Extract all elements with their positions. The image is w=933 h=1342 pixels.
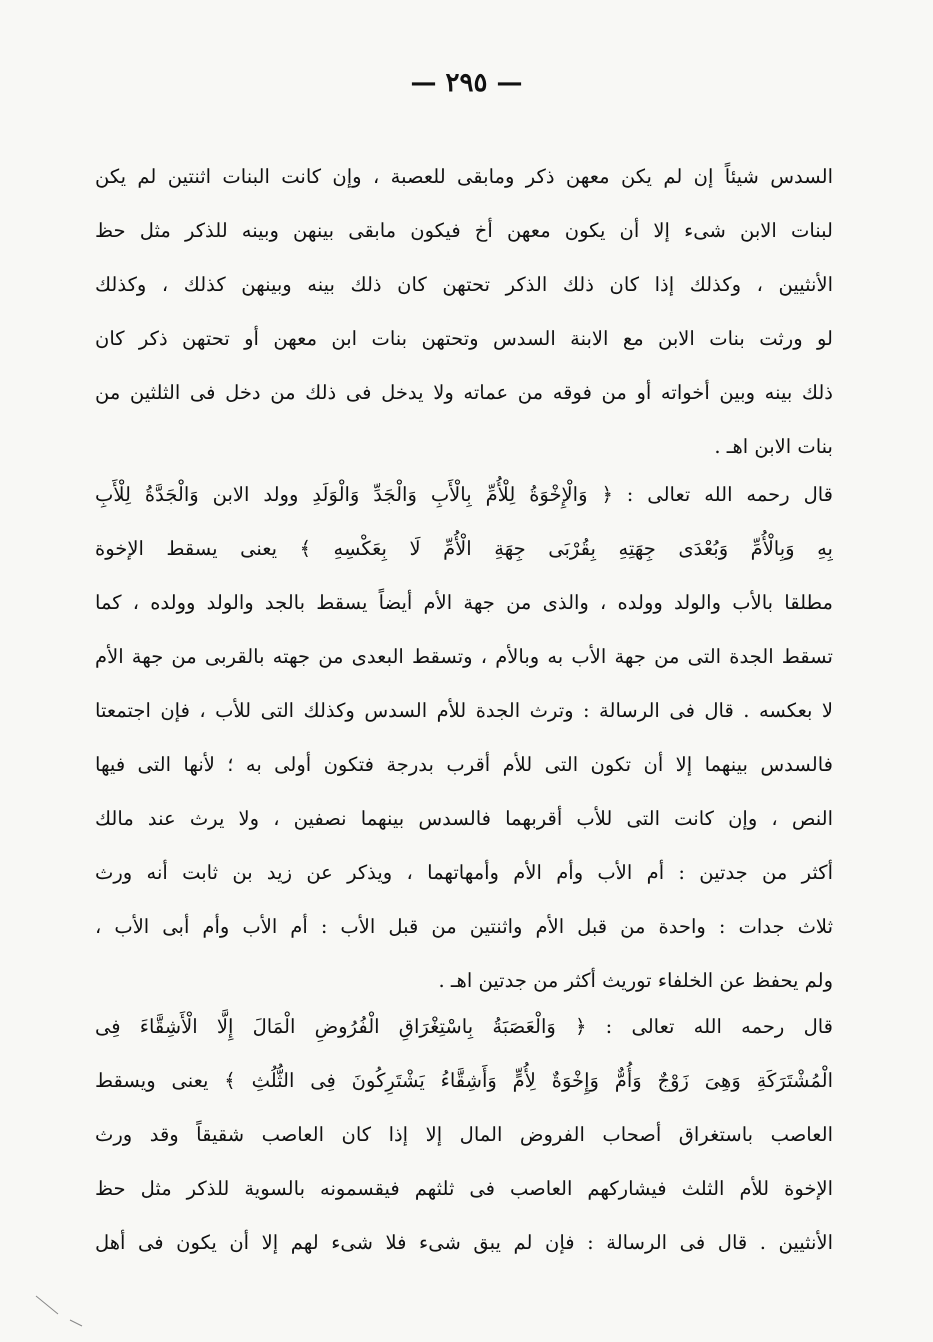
text-line: تسقط الجدة التى من جهة الأب به وبالأم ، وتسقط البعدى من جهته بالقربى من جهة الأم — [95, 645, 833, 668]
page-number: — ٢٩٥ — — [410, 68, 523, 98]
text-line: السدس شيئاً إن لم يكن معهن ذكر ومابقى للعصبة ، وإن كانت البنات اثنتين لم يكن — [95, 165, 833, 188]
text-line: ثلاث جدات : واحدة من قبل الأم واثنتين من قبل الأب : أم الأب وأم أبى الأب ، — [95, 915, 833, 938]
text-line: بِهِ وَبِالْأُمِّ وَبُعْدَى جِهَتِهِ بِقُرْبَى جِهَةِ الْأُمِّ لَا بِعَكْسِهِ ﴾ يعنى يسقط الإخوة — [95, 537, 833, 560]
paragraph-2 — [95, 468, 833, 1008]
paragraph-1 — [95, 150, 833, 474]
text-line: بنات الابن اهـ . — [714, 435, 833, 458]
text-line: لو ورثت بنات الابن مع الابنة السدس وتحتهن بنات ابن معهن أو تحتهن ذكر كان — [95, 327, 833, 350]
scan-mark-icon — [30, 1290, 100, 1330]
text-line: الْمُشْتَرَكَةِ وَهِىَ زَوْجٌ وَأُمٌّ وَإِخْوَةٌ لِأُمٍّ وَأَشِقَّاءُ يَشْتَرِكُونَ فِى الثُّلُثِ ﴾ يعنى ويسقط — [95, 1069, 833, 1092]
text-line: لبنات الابن شىء إلا أن يكون معهن أخ فيكون مابقى بينهن وبينه للذكر مثل حظ — [95, 219, 833, 242]
text-line: ذلك بينه وبين أخواته أو من فوقه من عماته ولا يدخل فى ذلك من دخل فى الثلثين من — [95, 381, 833, 404]
text-line: العاصب باستغراق أصحاب الفروض المال إلا إذا كان العاصب شقيقاً وقد ورث — [95, 1123, 833, 1146]
text-line: قال رحمه الله تعالى : ﴿ وَالْعَصَبَةُ بِاسْتِغْرَاقِ الْفُرُوضِ الْمَالَ إِلَّا الْأَشِقَّاءَ فِى — [95, 1015, 833, 1038]
text-line: فالسدس بينهما إلا أن تكون التى للأم أقرب بدرجة فتكون أولى به ؛ لأنها التى فيها — [95, 753, 833, 776]
text-line: مطلقا بالأب والولد وولده ، والذى من جهة الأم أيضاً يسقط بالجد والولد وولده ، كما — [95, 591, 833, 614]
text-line: النص ، وإن كانت التى للأب أقربهما فالسدس بينهما نصفين ، ولا يرث عند مالك — [95, 807, 833, 830]
text-line: الأنثيين . قال فى الرسالة : فإن لم يبق شىء فلا شىء لهم إلا أن يكون فى أهل — [95, 1231, 833, 1254]
text-line: قال رحمه الله تعالى : ﴿ وَالْإِخْوَةُ لِلْأُمِّ بِالْأَبِ وَالْجَدِّ وَالْوَلَدِ وولد الابن وَالْجَدَّةُ لِلْأَبِ — [95, 483, 833, 506]
text-line: الأنثيين ، وكذلك إذا كان ذلك الذكر تحتهن كان ذلك بينه وبينهن كذلك ، وكذلك — [95, 273, 833, 296]
text-line: الإخوة للأم الثلث فيشاركهم العاصب فى ثلثهم فيقسمونه بالسوية للذكر مثل حظ — [95, 1177, 833, 1200]
text-line: أكثر من جدتين : أم الأب وأم الأم وأمهاتهما ، ويذكر عن زيد بن ثابت أنه ورث — [95, 861, 833, 884]
text-line: لا بعكسه . قال فى الرسالة : وترث الجدة للأم السدس وكذلك التى للأب ، فإن اجتمعتا — [95, 699, 833, 722]
paragraph-3 — [95, 1000, 833, 1270]
text-line: ولم يحفظ عن الخلفاء توريث أكثر من جدتين اهـ . — [438, 969, 833, 992]
